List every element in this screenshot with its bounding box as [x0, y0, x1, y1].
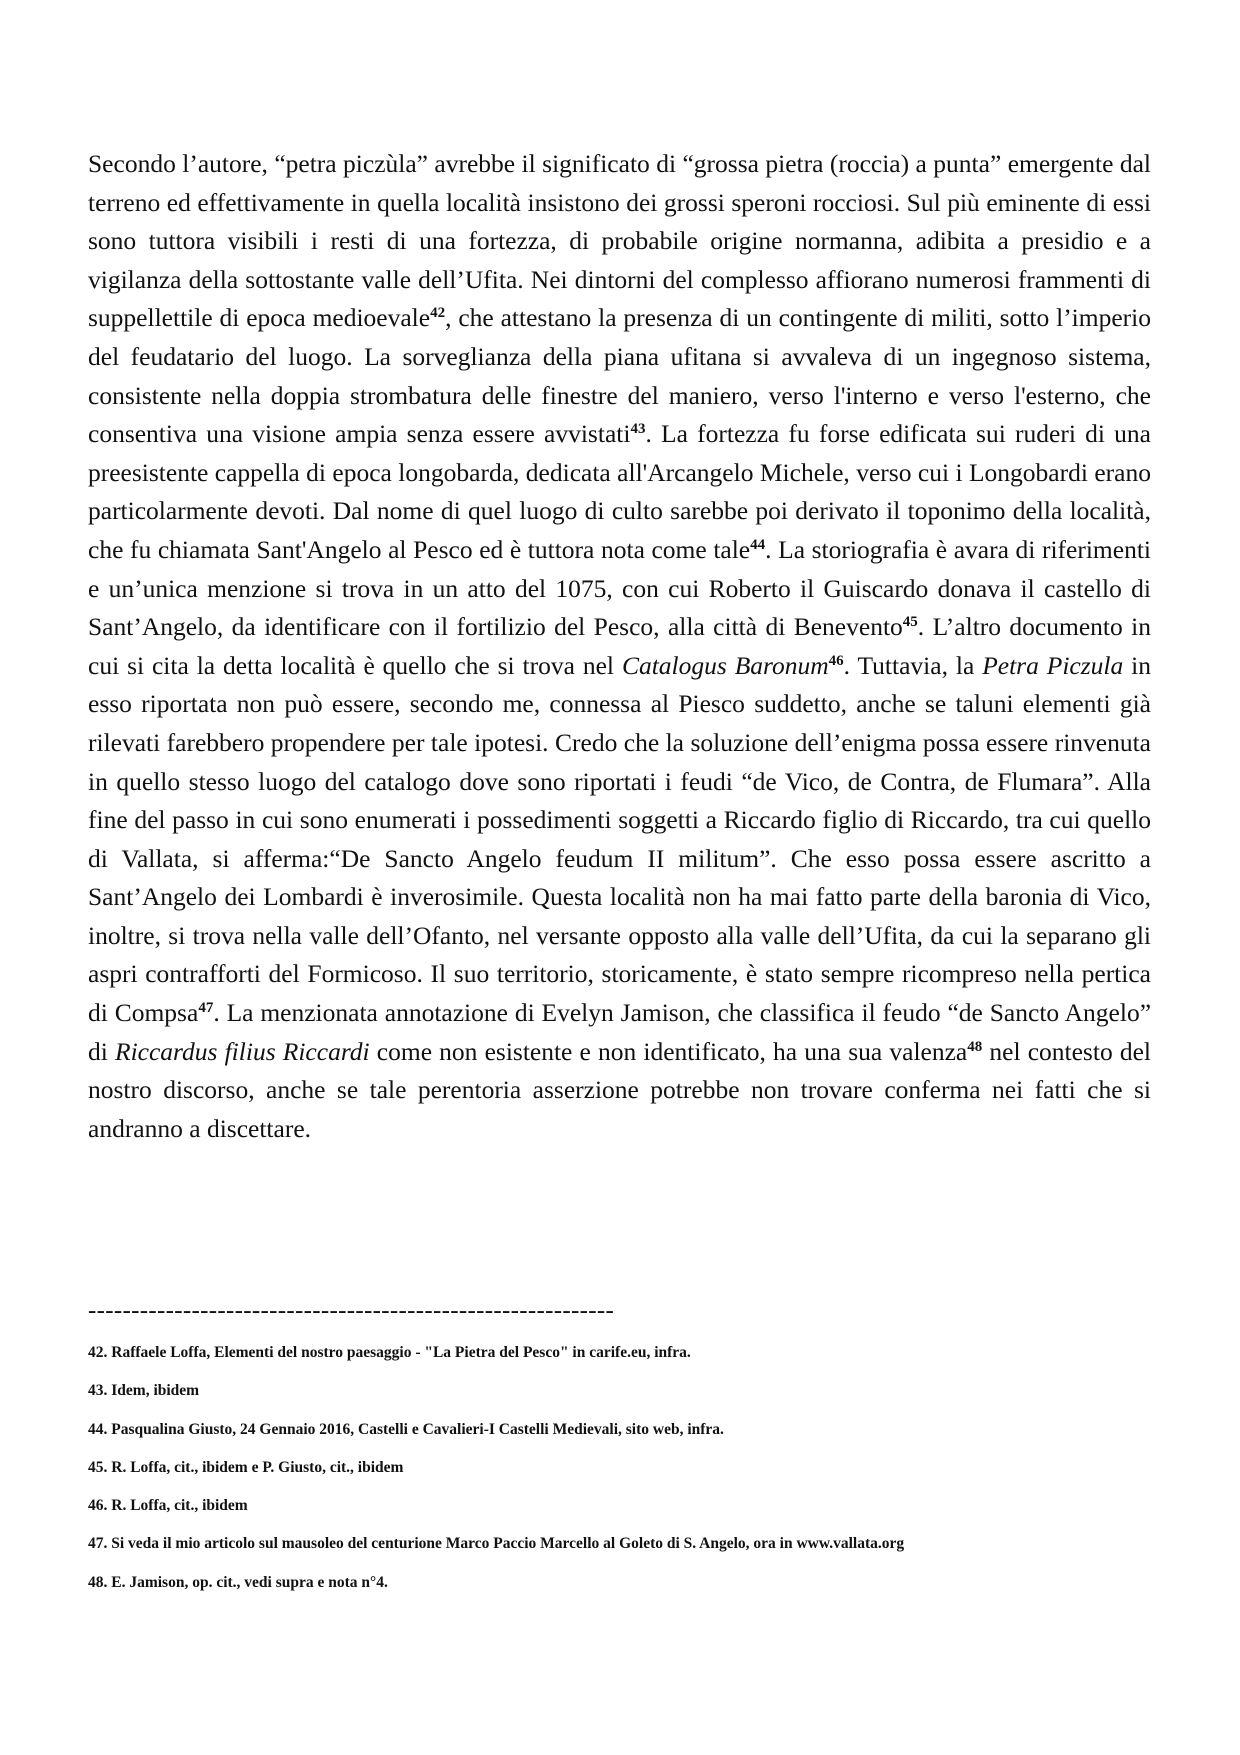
body-paragraph [88, 145, 1151, 1148]
body-text-run: come non esistente e non identificato, ha una sua valenza [369, 1036, 968, 1066]
body-text-run: . L’altro documento in cui si cita la detta località è quello che si trova nel [88, 612, 1151, 680]
body-text-run: in esso riportata non può essere, secondo me, connessa al Piesco suddetto, anche se taluni elementi già rilevati farebbero propendere per tale ipotesi. Credo che la soluzione dell’enigma possa essere rinvenuta in quello stesso luogo del catalogo dove sono riportati i feudi “de Vico, de Contra, de Flumara”. Alla fine del passo in cui sono enumerati i possedimenti soggetti a Riccardo figlio di Riccardo, tra cui quello di Vallata, si afferma:“De Sancto Angelo feudum II militum”. Che esso possa essere ascritto a Sant’Angelo dei Lombardi è inverosimile. Questa località non ha mai fatto parte della baronia di Vico, inoltre, si trova nella valle dell’Ofanto, nel versante opposto alla valle dell’Ufita, da cui la separano gli aspri contrafforti del Formicoso. Il suo territorio, storicamente, è stato sempre ricompreso nella pertica di Compsa [88, 650, 1151, 1028]
footnote-ref-47: 47 [198, 1000, 214, 1017]
body-text-run: , che attestano la presenza di un contingente di militi, sotto l’imperio del feudatario del luogo. La sorveglianza della piana ufitana si avvaleva di un ingegnoso sistema, consistente nella doppia strombatura delle finestre del maniero, verso l'interno e verso l'esterno, che consentiva una visione ampia senza essere avvistati [88, 303, 1151, 449]
footnote-42: 42. Raffaele Loffa, Elementi del nostro paesaggio - "La Pietra del Pesco" in carife.eu, infra. [88, 1344, 691, 1361]
footnote-47: 47. Si veda il mio articolo sul mausoleo del centurione Marco Paccio Marcello al Goleto di S. Angelo, ora in www.vallata.org [88, 1535, 905, 1553]
body-text-run: . Tuttavia, la [843, 650, 983, 680]
footnote-46: 46. R. Loffa, cit., ibidem [88, 1497, 248, 1515]
footnote-ref-46: 46 [828, 652, 844, 669]
body-text-run: nel contesto del nostro discorso, anche se tale perentoria asserzione potrebbe non trovare conferma nei fatti che si andranno a discettare. [88, 1036, 1151, 1143]
footnote-45: 45. R. Loffa, cit., ibidem e P. Giusto, cit., ibidem [88, 1458, 404, 1476]
footnote-ref-44: 44 [750, 536, 766, 553]
footnotes-list [88, 1343, 1158, 1611]
italic-term: Riccardus filius Riccardi [115, 1036, 370, 1066]
footnote-ref-42: 42 [430, 305, 446, 322]
footnote-separator: ------------------------------------------------------------- [88, 1297, 615, 1324]
body-text-run: Secondo l’autore, “petra piczùla” avrebbe il significato di “grossa pietra (roccia) a punta” emergente dal terreno ed effettivamente in quella località insistono dei grossi speroni rocciosi. Sul più eminente di essi sono tuttora visibili i resti di una fortezza, di probabile origine normanna, adibita a presidio e a vigilanza della sottostante valle dell’Ufita. Nei dintorni del complesso affiorano numerosi frammenti di suppellettile di epoca medioevale [88, 149, 1151, 333]
footnote-ref-43: 43 [630, 421, 646, 438]
body-text-run: . La fortezza fu forse edificata sui ruderi di una preesistente cappella di epoca longobarda, dedicata all'Arcangelo Michele, verso cui i Longobardi erano particolarmente devoti. Dal nome di quel luogo di culto sarebbe poi derivato il toponimo della località, che fu chiamata Sant'Angelo al Pesco ed è tuttora nota come tale [88, 419, 1151, 564]
body-text-run: . La storiografia è avara di riferimenti e un’unica menzione si trova in un atto del 1075, con cui Roberto il Guiscardo donava il castello di Sant’Angelo, da identificare con il fortilizio del Pesco, alla città di Benevento [88, 534, 1151, 642]
body-text-run: . La menzionata annotazione di Evelyn Jamison, che classifica il feudo “de Sancto Angelo” di [88, 998, 1152, 1066]
footnote-44: 44. Pasqualina Giusto, 24 Gennaio 2016, Castelli e Cavalieri-I Castelli Medievali, sito web, infra. [88, 1420, 724, 1438]
footnote-ref-45: 45 [902, 614, 918, 631]
footnote-43: 43. Idem, ibidem [88, 1382, 200, 1400]
footnote-48: 48. E. Jamison, op. cit., vedi supra e nota n°4. [88, 1573, 388, 1591]
italic-term: Catalogus Baronum [621, 650, 829, 680]
footnote-ref-48: 48 [967, 1038, 983, 1055]
italic-term: Petra Piczula [982, 650, 1124, 680]
